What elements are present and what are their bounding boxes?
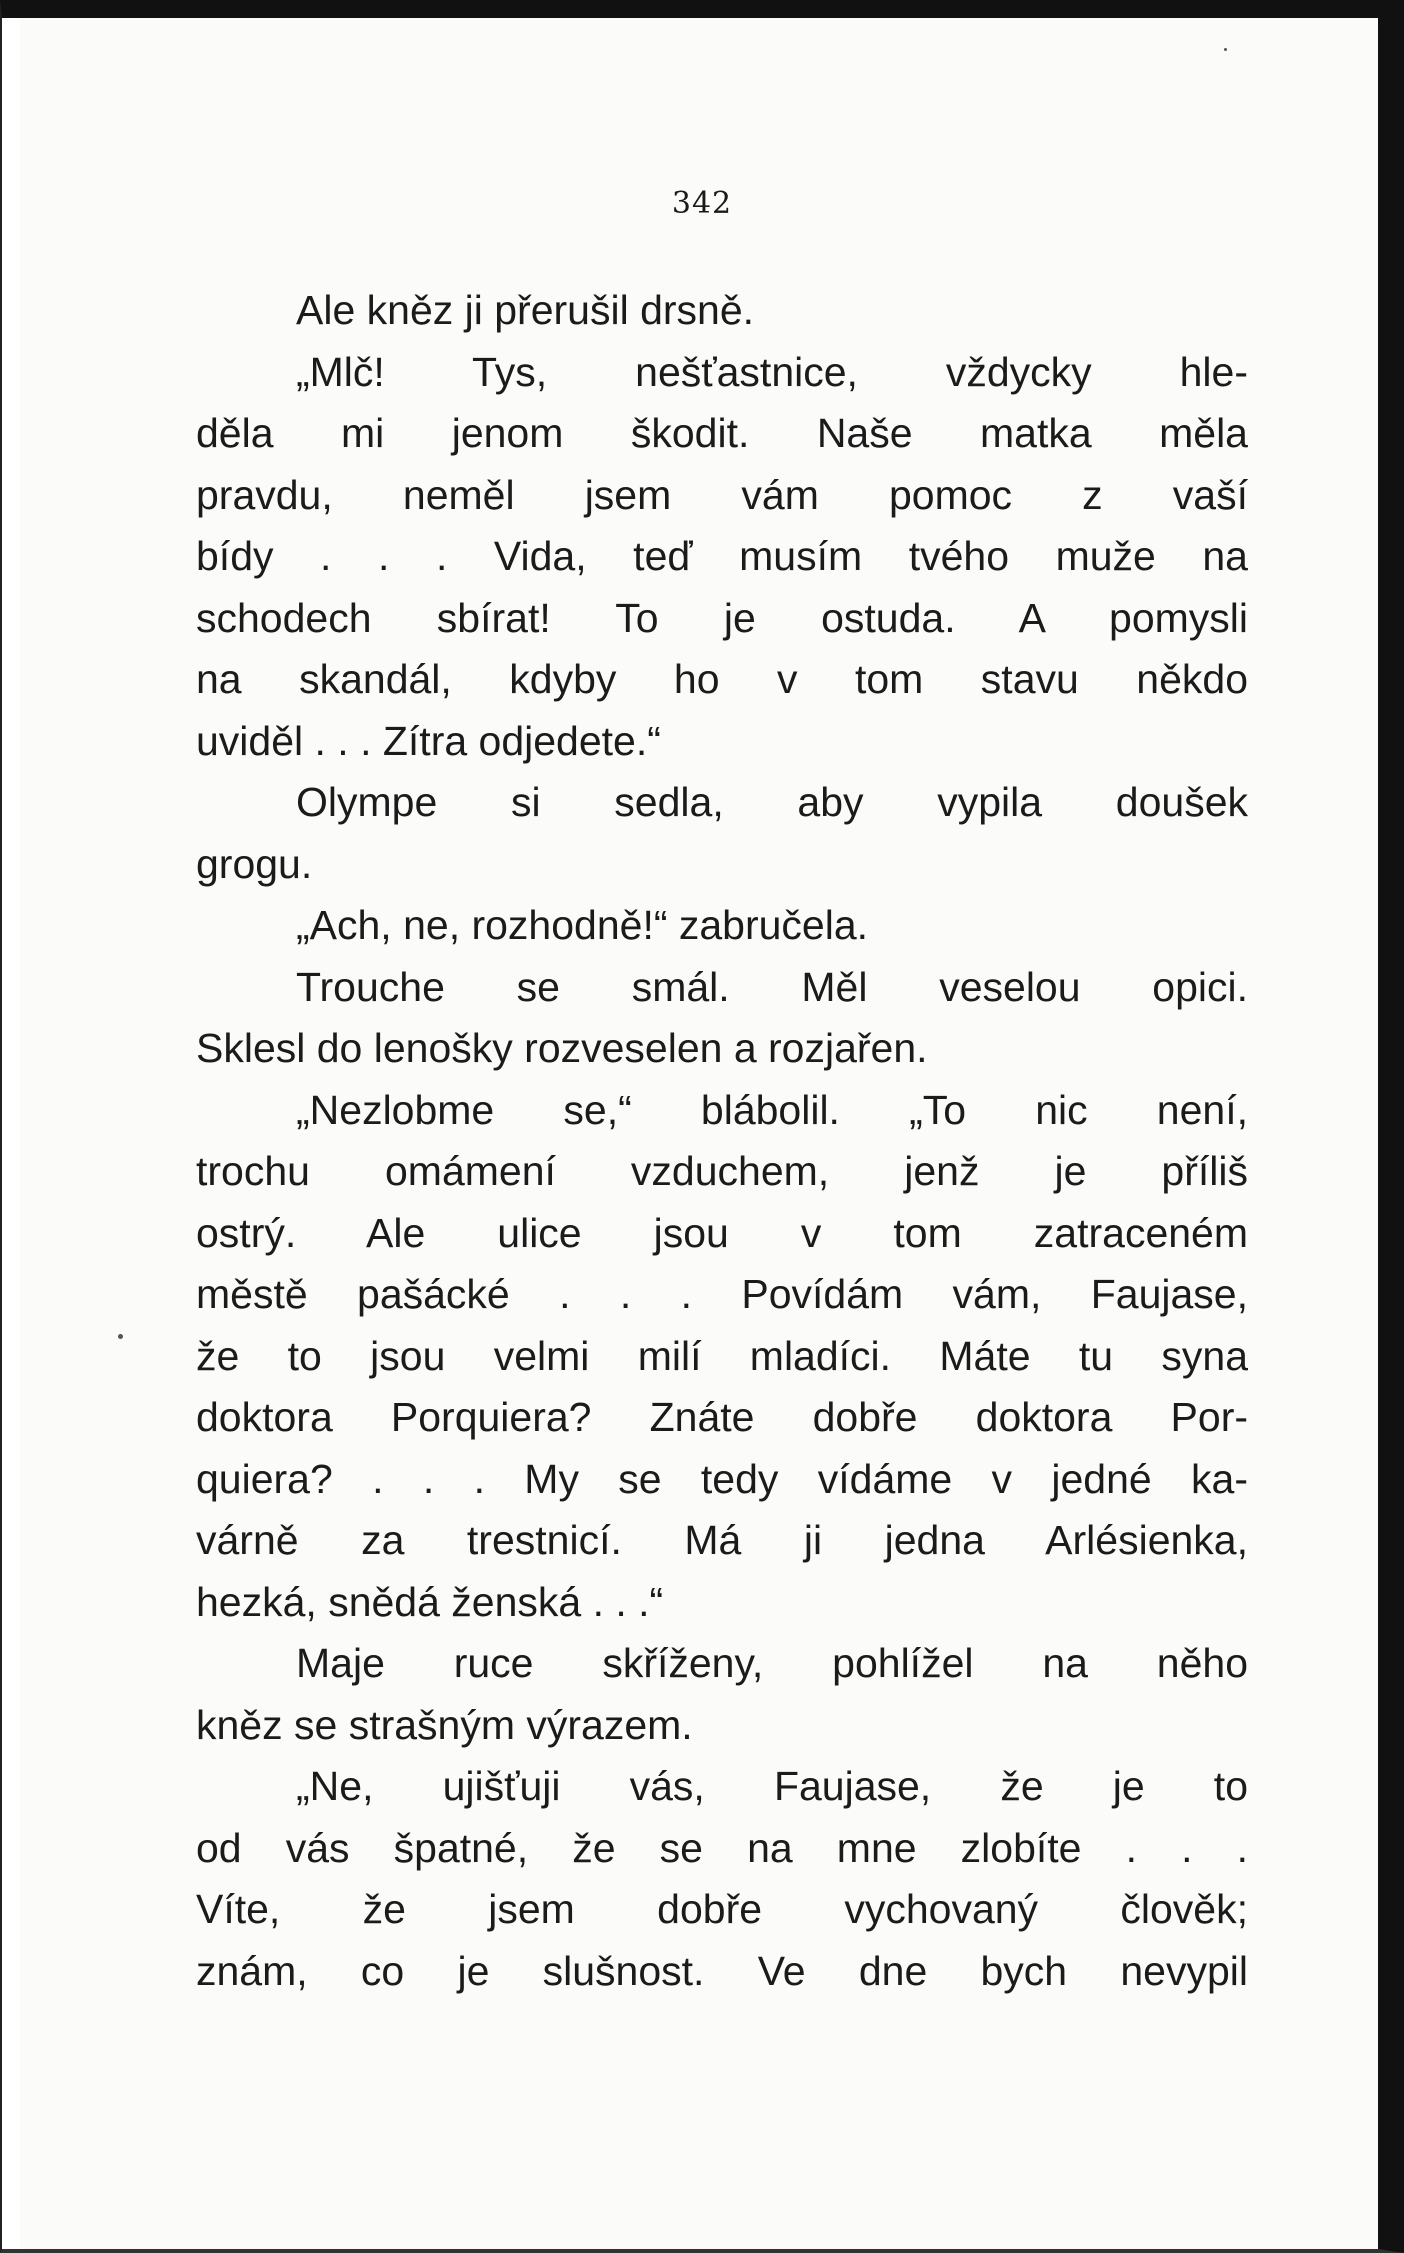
text-line: hezká, snědá ženská . . .“ <box>196 1578 664 1625</box>
text-line: pravdu, neměl jsem vám pomoc z vaší <box>196 471 1248 518</box>
text-line: kněz se strašným výrazem. <box>196 1701 693 1748</box>
text-line: ostrý. Ale ulice jsou v tom zatraceném <box>196 1209 1248 1256</box>
text-line: znám, co je slušnost. Ve dne bych nevypil <box>196 1947 1248 1994</box>
text-line: bídy . . . Vida, teď musím tvého muže na <box>196 533 1248 579</box>
text-line: uviděl . . . Zítra odjedete.“ <box>196 717 661 764</box>
text-line: od vás špatné, že se na mne zlobíte . . . <box>196 1824 1248 1871</box>
scan-speck <box>118 1334 123 1339</box>
text-line: várně za trestnicí. Má ji jedna Arlésienka, <box>196 1517 1248 1563</box>
text-line: že to jsou velmi milí mladíci. Máte tu syna <box>196 1332 1248 1379</box>
body-text <box>196 280 1248 2002</box>
text-line: Sklesl do lenošky rozveselen a rozjařen. <box>196 1025 928 1071</box>
text-line: trochu omámení vzduchem, jenž je příliš <box>196 1148 1248 1194</box>
text-line: Olympe si sedla, aby vypila doušek <box>296 779 1248 825</box>
text-line: Víte, že jsem dobře vychovaný člověk; <box>196 1886 1248 1932</box>
text-line: Ale kněz ji přerušil drsně. <box>296 287 755 333</box>
text-line: městě pašácké . . . Povídám vám, Faujase, <box>196 1271 1248 1317</box>
text-line: doktora Porquiera? Znáte dobře doktora Por- <box>196 1394 1248 1440</box>
text-line: „Ach, ne, rozhodně!“ zabručela. <box>296 902 869 948</box>
text-line: „Mlč! Tys, nešťastnice, vždycky hle- <box>296 348 1248 395</box>
text-line: „Ne, ujišťuji vás, Faujase, že je to <box>296 1763 1248 1809</box>
text-line: quiera? . . . My se tedy vídáme v jedné ka- <box>196 1455 1248 1502</box>
page-number: 342 <box>671 186 733 221</box>
scan-speck <box>1224 48 1227 51</box>
text-line: Trouche se smál. Měl veselou opici. <box>296 963 1248 1010</box>
text-line: „Nezlobme se,“ blábolil. „To nic není, <box>296 1086 1248 1133</box>
text-line: na skandál, kdyby ho v tom stavu někdo <box>196 656 1248 702</box>
text-line: schodech sbírat! To je ostuda. A pomysli <box>196 594 1248 641</box>
text-line: Maje ruce skříženy, pohlížel na něho <box>296 1640 1248 1686</box>
text-line: děla mi jenom škodit. Naše matka měla <box>196 410 1248 456</box>
text-line: grogu. <box>196 840 313 887</box>
